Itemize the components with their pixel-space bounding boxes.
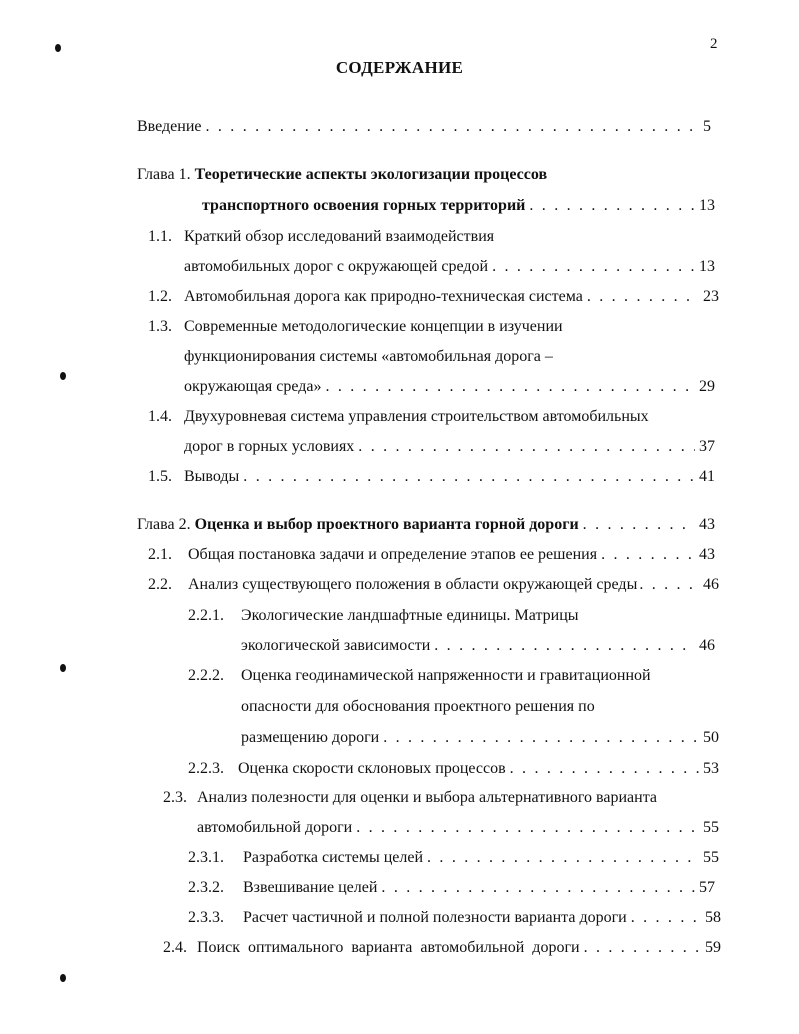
- toc-entry-text: окружающая среда»: [184, 378, 322, 395]
- toc-page-number: 57: [699, 879, 715, 896]
- toc-subsection-2-3-3: [243, 908, 721, 928]
- toc-leader-dots: [434, 636, 695, 656]
- toc-leader-dots: [427, 848, 699, 868]
- scan-speck: [60, 372, 66, 380]
- chapter-title-cont: транспортного освоения горных территорий: [202, 197, 526, 214]
- chapter-prefix: Глава 2.: [137, 516, 191, 533]
- toc-page-number: 37: [699, 438, 715, 455]
- toc-leader-dots: [206, 117, 700, 137]
- toc-leader-dots: [356, 818, 699, 838]
- toc-entry-text: Анализ существующего положения в области окружающей среды: [188, 576, 638, 593]
- toc-leader-dots: [631, 908, 701, 928]
- toc-leader-dots: [492, 257, 695, 277]
- toc-section-1-4: [184, 437, 715, 457]
- toc-entry-text: Расчет частичной и полной полезности варианта дороги: [243, 909, 627, 926]
- toc-subsection-number: 2.2.3.: [188, 760, 224, 777]
- toc-section-number: 1.1.: [148, 228, 172, 245]
- toc-section-number: 1.4.: [148, 408, 172, 425]
- toc-section-text: Двухуровневая система управления строительством автомобильных: [184, 408, 649, 425]
- toc-leader-dots: [383, 728, 699, 748]
- toc-section-text: функционирования системы «автомобильная дорога –: [184, 348, 553, 365]
- toc-section-2-4: [197, 938, 721, 958]
- toc-subsection-number: 2.3.1.: [188, 849, 224, 866]
- chapter-heading: [137, 515, 579, 535]
- toc-section-1-5: [184, 467, 715, 487]
- toc-section-2-1: [188, 545, 715, 565]
- page-title: СОДЕРЖАНИЕ: [335, 58, 464, 77]
- toc-subsection-2-2-2: [241, 728, 719, 748]
- toc-entry-text: Поиск оптимального варианта автомобильной дороги: [197, 939, 580, 956]
- toc-section-1-3: [184, 377, 715, 397]
- toc-section-number: 1.5.: [148, 468, 172, 485]
- toc-leader-dots: [510, 759, 699, 779]
- toc-entry-text: автомобильных дорог с окружающей средой: [184, 258, 489, 275]
- toc-section-number: 2.2.: [148, 576, 172, 593]
- toc-subsection-2-3-1: [243, 848, 719, 868]
- toc-leader-dots: [583, 515, 695, 535]
- toc-page-number: 55: [703, 819, 719, 836]
- toc-subsection-text: Оценка геодинамической напряженности и гравитационной: [241, 667, 651, 684]
- toc-leader-dots: [381, 878, 695, 898]
- toc-chapter-2-heading: [137, 515, 715, 535]
- toc-entry-text: экологической зависимости: [241, 637, 431, 654]
- chapter-title: Оценка и выбор проектного варианта горной дороги: [194, 516, 579, 533]
- toc-entry-text: Оценка скорости склоновых процессов: [238, 760, 506, 777]
- toc-subsection-text: опасности для обоснования проектного решения по: [241, 698, 595, 715]
- toc-section-number: 2.4.: [163, 939, 187, 956]
- toc-entry-text: Разработка системы целей: [243, 849, 424, 866]
- toc-section-1-1: [184, 257, 715, 277]
- toc-page-number: 50: [703, 729, 719, 746]
- toc-entry-text: Взвешивание целей: [243, 879, 378, 896]
- page-number: 2: [710, 36, 718, 52]
- toc-subsection-number: 2.3.2.: [188, 879, 224, 896]
- toc-entry-text: Введение: [137, 118, 202, 135]
- toc-leader-dots: [639, 575, 701, 595]
- toc-entry-text: размещению дороги: [241, 729, 380, 746]
- toc-subsection-number: 2.2.1.: [188, 607, 224, 624]
- toc-section-text: Анализ полезности для оценки и выбора альтернативного варианта: [197, 789, 658, 806]
- toc-page-number: 13: [699, 197, 715, 214]
- toc-leader-dots: [243, 467, 695, 487]
- chapter-title: Теоретические аспекты экологизации процессов: [194, 166, 548, 183]
- toc-page-number: 53: [703, 760, 719, 777]
- toc-section-text: Современные методологические концепции в изучении: [184, 318, 563, 335]
- toc-section-number: 2.1.: [148, 546, 172, 563]
- toc-page-number: 46: [699, 637, 715, 654]
- toc-leader-dots: [529, 196, 695, 216]
- toc-entry-text: Выводы: [184, 468, 240, 485]
- toc-page-number: 43: [699, 546, 715, 563]
- toc-subsection-2-3-2: [243, 878, 715, 898]
- toc-entry-text: автомобильной дороги: [197, 819, 353, 836]
- toc-subsection-2-2-1: [241, 636, 715, 656]
- toc-page-number: 5: [703, 118, 711, 135]
- toc-page-number: 23: [703, 288, 719, 305]
- toc-page-number: 13: [699, 258, 715, 275]
- toc-leader-dots: [601, 545, 695, 565]
- toc-subsection-text: Экологические ландшафтные единицы. Матрицы: [241, 607, 579, 624]
- toc-section-2-2: [188, 575, 719, 595]
- toc-subsection-number: 2.3.3.: [188, 909, 224, 926]
- toc-entry-text: Автомобильная дорога как природно-техническая система: [184, 288, 583, 305]
- toc-page-number: 46: [703, 576, 719, 593]
- toc-chapter-1-heading: [137, 165, 547, 185]
- toc-page-number: 43: [699, 516, 715, 533]
- toc-subsection-number: 2.2.2.: [188, 667, 224, 684]
- toc-section-1-2: [184, 287, 719, 307]
- scan-speck: [60, 974, 66, 982]
- toc-entry-intro: [137, 117, 711, 137]
- scan-speck: [60, 664, 66, 672]
- toc-entry-text: Общая постановка задачи и определение этапов ее решения: [188, 546, 598, 563]
- toc-page-number: 58: [705, 909, 721, 926]
- toc-section-number: 2.3.: [163, 789, 187, 806]
- toc-leader-dots: [358, 437, 695, 457]
- toc-page-number: 41: [699, 468, 715, 485]
- toc-section-2-3: [197, 818, 719, 838]
- chapter-prefix: Глава 1.: [137, 166, 191, 183]
- toc-page-number: 55: [703, 849, 719, 866]
- toc-page-number: 59: [705, 939, 721, 956]
- toc-section-number: 1.2.: [148, 288, 172, 305]
- toc-subsection-2-2-3: [238, 759, 719, 779]
- toc-chapter-1-line2: [202, 196, 715, 216]
- scan-speck: [55, 44, 61, 52]
- toc-page-number: 29: [699, 378, 715, 395]
- toc-leader-dots: [325, 377, 695, 397]
- toc-section-text: Краткий обзор исследований взаимодействия: [184, 228, 495, 245]
- toc-section-number: 1.3.: [148, 318, 172, 335]
- toc-entry-text: дорог в горных условиях: [184, 438, 355, 455]
- toc-leader-dots: [584, 938, 701, 958]
- toc-leader-dots: [587, 287, 699, 307]
